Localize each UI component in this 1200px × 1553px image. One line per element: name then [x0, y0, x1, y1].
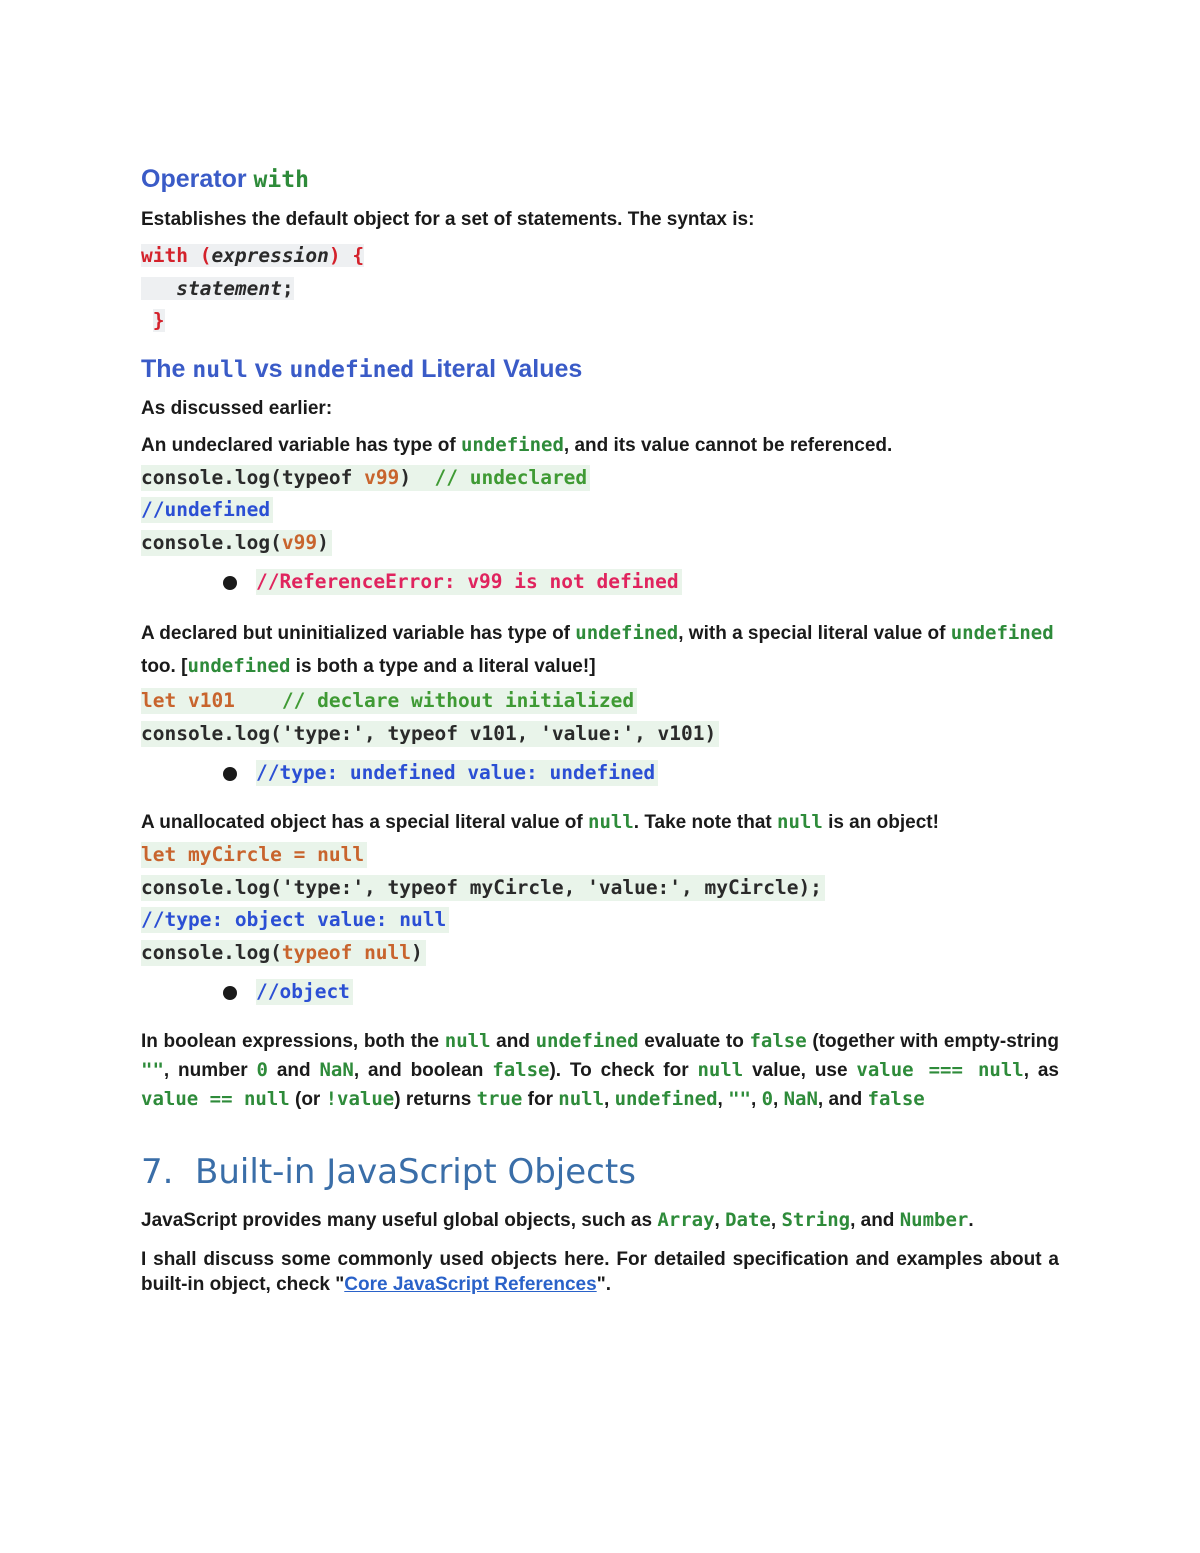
- inline-code: value == null: [141, 1088, 290, 1110]
- inline-code: undefined: [535, 1030, 639, 1052]
- code-line: [141, 240, 1059, 273]
- text: , and: [817, 1089, 868, 1110]
- text: ,: [770, 1210, 777, 1231]
- inline-code: Date: [725, 1209, 771, 1231]
- code-statement: statement: [176, 276, 282, 300]
- text: . Take note that: [633, 812, 772, 833]
- code-semicolon: ;: [281, 276, 294, 300]
- text: evaluate to: [638, 1031, 750, 1052]
- code-text: console.log(typeof: [141, 465, 353, 489]
- text: ,: [604, 1089, 615, 1110]
- code-expression: expression: [211, 244, 329, 267]
- code-keyword: with: [141, 244, 188, 267]
- text: A unallocated object has a special literal value of: [141, 812, 583, 833]
- heading-null-vs-undefined: [141, 350, 1059, 389]
- inline-code: true: [476, 1088, 523, 1110]
- text: ,: [773, 1089, 784, 1110]
- text: , with a special literal value of: [678, 623, 946, 644]
- code-output: //object: [256, 979, 353, 1005]
- code-text: ): [411, 940, 423, 964]
- text: I shall discuss some commonly used objects here. For detailed specification and examples about a built-in object, check ": [141, 1249, 1059, 1295]
- inline-code: Number: [899, 1209, 969, 1231]
- heading-built-in-objects: 7. Built-in JavaScript Objects: [141, 1152, 636, 1192]
- document-page: [141, 160, 1059, 1297]
- inline-code: false: [749, 1030, 807, 1052]
- text: (or: [289, 1089, 326, 1110]
- code-text: console.log(: [141, 940, 282, 964]
- code-text: ): [399, 465, 412, 489]
- code-text: ): [317, 530, 329, 554]
- bullet-item: [141, 975, 1059, 1009]
- text: An undeclared variable has type of: [141, 434, 456, 456]
- paragraph-undeclared: [141, 431, 1059, 460]
- heading-operator-with: [141, 160, 1059, 198]
- inline-code: null: [558, 1088, 605, 1110]
- inline-code: value === null: [856, 1059, 1024, 1081]
- text: , as: [1023, 1060, 1059, 1081]
- code-variable: v99: [281, 530, 318, 554]
- code-line: [141, 904, 1059, 937]
- heading-text: The: [141, 354, 186, 383]
- code-comment: // undeclared: [411, 465, 588, 489]
- inline-code: undefined: [950, 622, 1054, 644]
- core-js-references-link[interactable]: Core JavaScript References: [344, 1274, 597, 1295]
- text: (together with empty-string: [806, 1031, 1060, 1052]
- inline-code: undefined: [575, 622, 679, 644]
- heading-text-vs: vs: [254, 354, 283, 383]
- heading-text-post: Literal Values: [421, 354, 583, 383]
- text: value, use: [743, 1060, 857, 1081]
- text: ".: [596, 1274, 611, 1295]
- paragraph-boolean: [141, 1027, 1059, 1114]
- code-text: console.log('type:', typeof v101, 'value:', v101): [141, 721, 719, 747]
- text: ). To check for: [549, 1060, 698, 1081]
- with-description: Establishes the default object for a set of statements. The syntax is:: [141, 209, 755, 230]
- text: ,: [751, 1089, 762, 1110]
- heading-code-null: null: [192, 356, 248, 383]
- code-output: //ReferenceError: v99 is not defined: [256, 569, 682, 595]
- text: , and boolean: [353, 1060, 493, 1081]
- text: In boolean expressions, both the: [141, 1031, 445, 1052]
- inline-code: NaN: [319, 1059, 354, 1081]
- inline-code: null: [697, 1059, 744, 1081]
- text: is an object!: [828, 812, 939, 833]
- code-line: [141, 937, 1059, 970]
- text: .: [968, 1210, 974, 1231]
- inline-code: NaN: [783, 1088, 818, 1110]
- inline-code: String: [781, 1209, 851, 1231]
- heading-code: with: [253, 167, 309, 193]
- text: , and: [850, 1210, 895, 1231]
- code-declaration: let v101: [141, 689, 235, 712]
- code-line: [141, 494, 1059, 527]
- code-declaration: let myCircle = null: [141, 842, 367, 868]
- bullet-item: [141, 756, 1059, 790]
- inline-code: !value: [325, 1088, 395, 1110]
- inline-code: 0: [256, 1059, 268, 1081]
- heading-text: Operator: [141, 165, 247, 193]
- code-line: [141, 527, 1059, 560]
- paragraph-global-objects: [141, 1206, 1059, 1235]
- bullet-dot: [223, 986, 237, 1000]
- paragraph-unallocated: [141, 808, 1059, 837]
- inline-code: false: [492, 1059, 550, 1081]
- code-text: console.log('type:', typeof myCircle, 'value:', myCircle);: [141, 875, 825, 901]
- code-line: [141, 273, 1059, 306]
- code-brace: }: [152, 309, 165, 332]
- paragraph-core-references: [141, 1247, 1059, 1297]
- text: for: [522, 1089, 559, 1110]
- text: and: [490, 1031, 536, 1052]
- code-text: console.log(: [141, 530, 282, 554]
- bullet-item: [141, 565, 1059, 599]
- inline-code: "": [141, 1059, 164, 1081]
- code-line: [141, 462, 1059, 495]
- text: A declared but uninitialized variable has type of: [141, 623, 571, 644]
- bullet-dot: [223, 767, 237, 781]
- text: ,: [714, 1210, 720, 1231]
- inline-code: null: [444, 1030, 491, 1052]
- text: , number: [163, 1060, 257, 1081]
- code-paren: (: [187, 244, 212, 267]
- inline-code: undefined: [187, 655, 291, 677]
- code-comment: //undefined: [141, 497, 273, 523]
- text: , and its value cannot be referenced.: [563, 434, 893, 456]
- text: JavaScript provides many useful global objects, such as: [141, 1210, 653, 1231]
- text: is both a type and a literal value!]: [295, 656, 596, 677]
- heading-code-undefined: undefined: [289, 356, 415, 383]
- code-expression: typeof null: [281, 940, 412, 964]
- code-comment: //type: object value: null: [141, 907, 449, 933]
- inline-code: false: [867, 1088, 925, 1110]
- text: too. [: [141, 656, 188, 677]
- inline-code: 0: [761, 1088, 774, 1110]
- inline-code: undefined: [460, 433, 564, 456]
- inline-code: null: [777, 811, 823, 833]
- code-output: //type: undefined value: undefined: [256, 760, 658, 786]
- text: ,: [717, 1089, 729, 1110]
- code-line: [141, 305, 1059, 338]
- code-variable: v99: [364, 465, 400, 489]
- inline-code: undefined: [614, 1088, 718, 1110]
- inline-code: Array: [657, 1209, 715, 1231]
- code-line: [141, 685, 1059, 718]
- intro-text: As discussed earlier:: [141, 397, 333, 419]
- inline-code: null: [588, 811, 634, 833]
- code-line: [141, 872, 1059, 905]
- code-paren-close: ) {: [328, 244, 365, 267]
- inline-code: "": [728, 1088, 751, 1110]
- bullet-dot: [223, 576, 237, 590]
- text: ) returns: [394, 1089, 477, 1110]
- paragraph-declared: [141, 617, 1059, 683]
- code-line: [141, 718, 1059, 751]
- code-line: [141, 839, 1059, 872]
- text: and: [268, 1060, 320, 1081]
- code-comment: // declare without initialized: [234, 689, 635, 712]
